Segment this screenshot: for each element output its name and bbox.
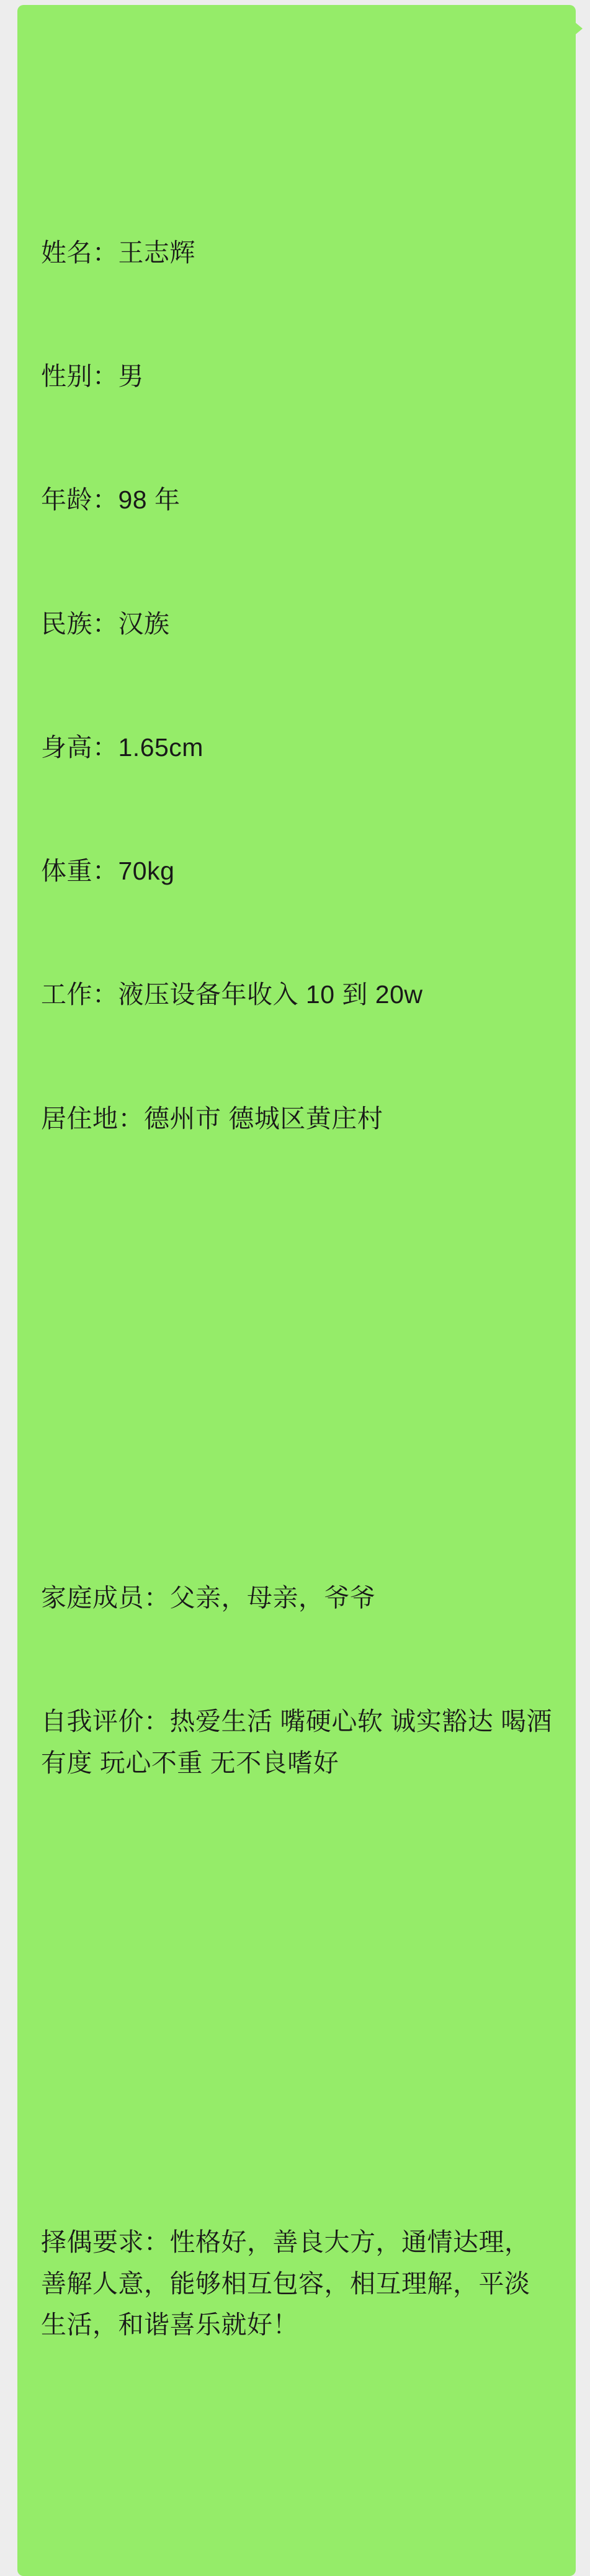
bubble-tail (575, 22, 583, 35)
family-block (41, 1495, 555, 1866)
field-residence: 居住地：德州市 德城区黄庄村 (41, 1104, 383, 1133)
paragraph-gap-2 (41, 1989, 555, 2015)
message-body (41, 26, 555, 2551)
field-height: 身高：1.65cm (41, 732, 203, 762)
field-partner-requirements: 择偶要求：性格好，善良大方，通情达理，善解人意，能够相互包容，相互理解，平淡生活，和谐喜乐就好！ (41, 2228, 530, 2339)
field-self-evaluation: 自我评价：热爱生活 嘴硬心软 诚实豁达 喝酒有度 玩心不重 无不良嗜好 (41, 1707, 553, 1777)
field-job: 工作：液压设备年收入 10 到 20w (41, 980, 423, 1009)
message-row (17, 5, 576, 2576)
chat-bubble[interactable] (17, 5, 576, 2576)
partner-block (41, 2139, 555, 2428)
paragraph-gap-1 (41, 1345, 555, 1371)
field-name: 姓名：王志辉 (41, 238, 195, 268)
field-age: 年龄：98 年 (41, 485, 181, 515)
field-family-members: 家庭成员：父亲，母亲，爷爷 (41, 1583, 376, 1613)
field-gender: 性别：男 (41, 362, 144, 391)
field-weight: 体重：70kg (41, 857, 175, 886)
profile-block (41, 150, 555, 1222)
field-ethnicity: 民族：汉族 (41, 609, 170, 638)
